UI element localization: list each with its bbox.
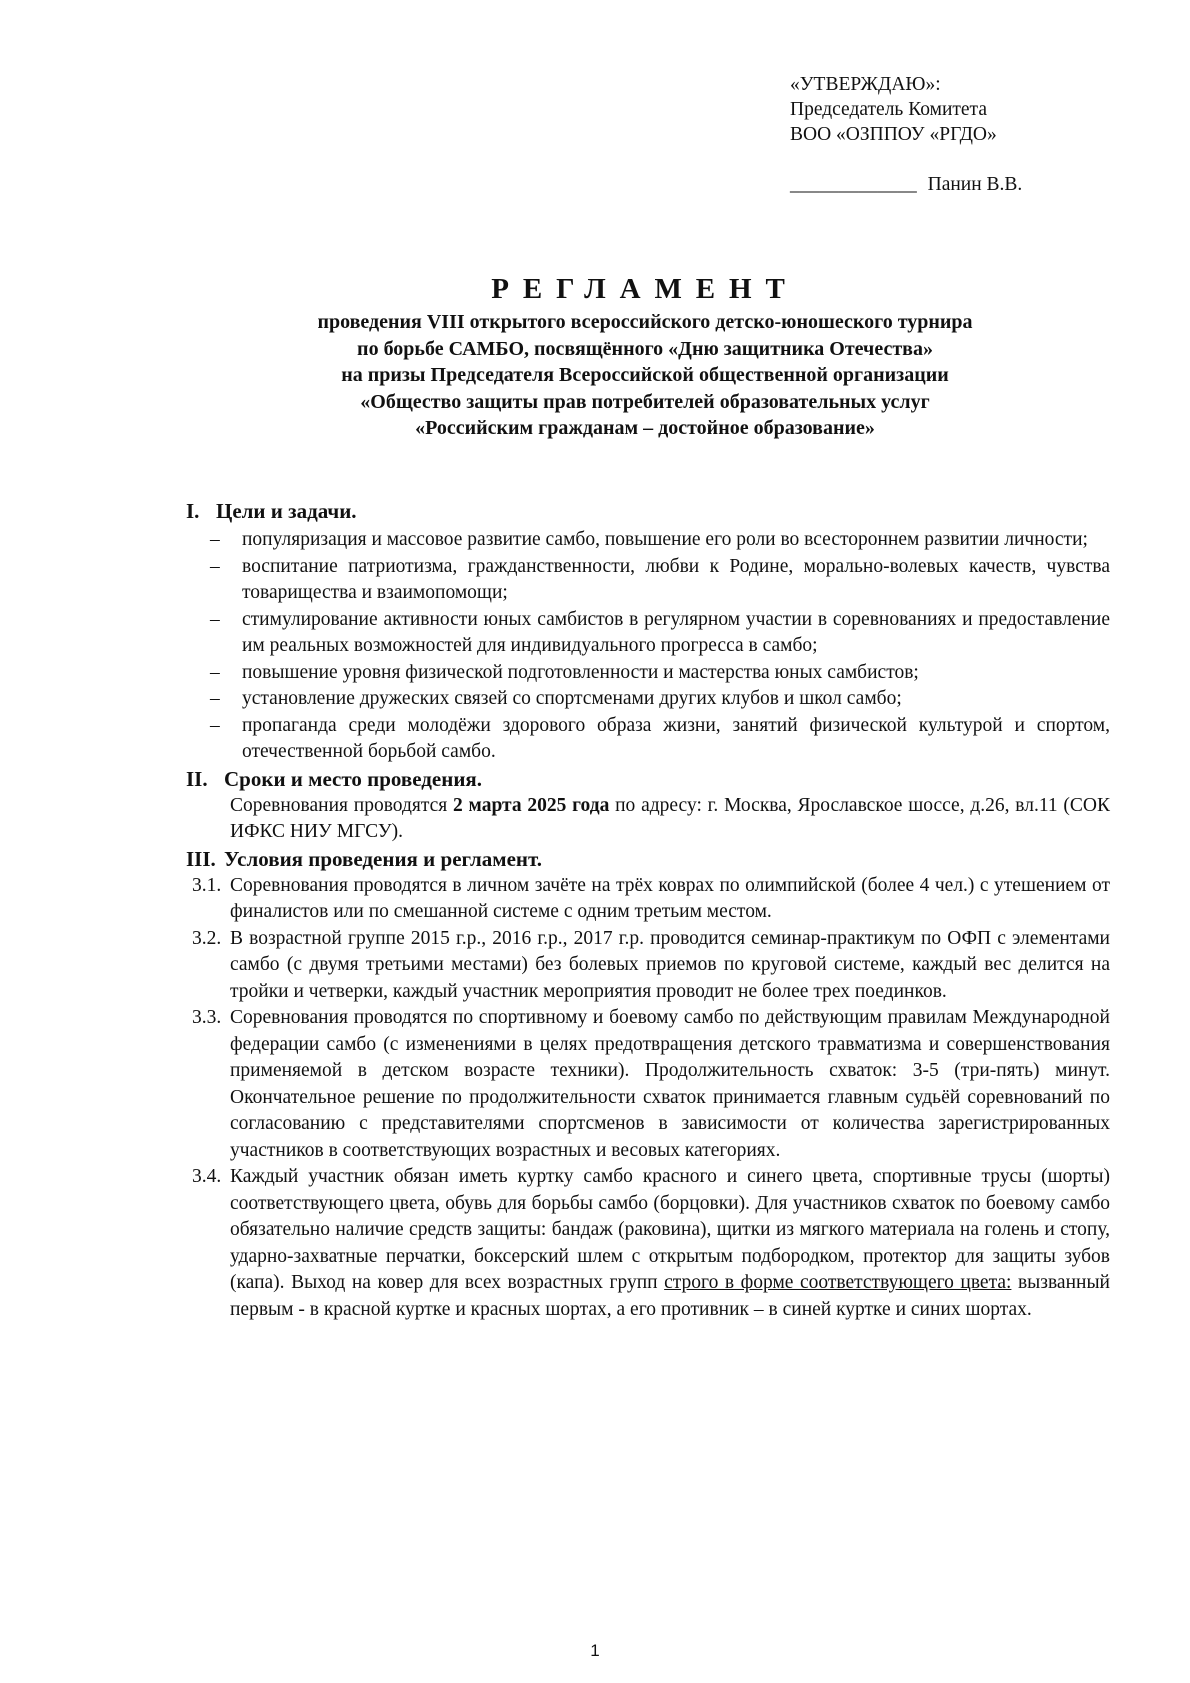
clause-text: Каждый участник обязан иметь куртку самбо красного и синего цвета, спортивные трусы (шорты) соответствующего цвета, обувь для борьбы самбо (борцовки). Для участников схваток по боевому самбо обязательно наличие средств защиты: бандаж (раковина), щитки из мягкого материала на голень и стопу, ударно-захватные перчатки, боксерский шлем с открытым подбородком, протектор для защиты зубов (капа). Выход на ковер для всех возрастных групп xyxy=(230,1166,1110,1293)
subtitle-line: «Общество защиты прав потребителей образовательных услуг xyxy=(360,390,930,413)
dash-mark: – xyxy=(210,661,220,683)
list-item xyxy=(210,607,1110,660)
venue-paragraph xyxy=(186,793,1110,846)
dash-mark: – xyxy=(210,714,220,736)
clause-number: 3.3. xyxy=(192,1007,222,1028)
list-item-text: пропаганда среди молодёжи здорового образа жизни, занятий физической культурой и спортом, отечественной борьбой самбо. xyxy=(242,714,1110,762)
clause-number: 3.4. xyxy=(192,1166,222,1187)
list-item xyxy=(210,686,1110,713)
clause-text: В возрастной группе 2015 г.р., 2016 г.р., 2017 г.р. проводится семинар-практикум по ОФП с элементами самбо (с двумя третьими местами) без болевых приемов по круговой системе, каждый вес делится на тройки и четверки, каждый участник мероприятия проводит не более трех поединков. xyxy=(230,927,1110,1002)
venue-text-before: Соревнования проводятся xyxy=(230,794,454,816)
approval-line-3: ВОО «ОЗППОУ «РГДО» xyxy=(790,124,997,145)
clause-number: 3.2. xyxy=(192,927,222,949)
clause-text: Соревнования проводятся в личном зачёте на трёх коврах по олимпийской (более 4 чел.) с утешением от финалистов или по смешанной системе с одним третьим местом. xyxy=(230,874,1110,922)
clause-text: Соревнования проводятся по спортивному и боевому самбо по действующим правилам Международной федерации самбо (с изменениями в целях предотвращения детского травматизма и совершенствования применяемой в детском возрасте техники). Продолжительность схваток: 3-5 (три-пять) минут. Окончательное решение по продолжительности схваток принимается главным судьёй соревнований по согласованию с представителями спортсменов в зависимости от количества зарегистрированных участников в соответствующих возрастных и весовых категориях. xyxy=(230,1007,1110,1161)
list-item-text: стимулирование активности юных самбистов в регулярном участии в соревнованиях и предоставление им реальных возможностей для индивидуального прогресса в самбо; xyxy=(242,608,1110,656)
signature-row xyxy=(790,172,1022,197)
section-title: Цели и задачи. xyxy=(216,499,357,523)
clause-text-after: вызванный первым - в красной куртке и красных шортах, а его противник – в синей куртке и синих шортах. xyxy=(230,1272,1110,1320)
list-item xyxy=(210,554,1110,607)
document-body xyxy=(186,498,1110,1323)
section-number: III. xyxy=(186,846,216,871)
dash-mark: – xyxy=(210,529,220,550)
document-subtitle xyxy=(180,309,1110,442)
section-title: Сроки и место проведения. xyxy=(224,766,483,791)
approval-block xyxy=(790,72,1022,197)
section-heading-1 xyxy=(186,498,1110,525)
section-heading-3 xyxy=(186,846,1110,873)
signature-line: _____________ xyxy=(790,174,917,195)
subtitle-line: «Российским гражданам – достойное образование» xyxy=(415,417,875,439)
section-heading-2 xyxy=(186,766,1110,793)
list-item xyxy=(210,660,1110,687)
list-item-text: установление дружеских связей со спортсменами других клубов и школ самбо; xyxy=(242,688,902,709)
page-number: 1 xyxy=(590,1641,600,1660)
section-number: II. xyxy=(186,766,208,791)
underlined-text: строго в форме соответствующего цвета: xyxy=(664,1272,1012,1293)
clause-3-1 xyxy=(186,873,1110,926)
list-item xyxy=(210,527,1110,554)
clause-3-2 xyxy=(186,926,1110,1006)
signature-name: Панин В.В. xyxy=(927,174,1023,195)
clause-number: 3.1. xyxy=(192,874,222,896)
approval-line-1: «УТВЕРЖДАЮ»: xyxy=(790,74,941,95)
subtitle-line: по борьбе САМБО, посвящённого «Дню защитника Отечества» xyxy=(357,337,933,360)
document-title: РЕГЛАМЕНТ xyxy=(491,273,799,305)
event-date: 2 марта 2025 года xyxy=(453,794,610,816)
subtitle-line: на призы Председателя Всероссийской общественной организации xyxy=(341,364,949,386)
subtitle-line: проведения VIII открытого всероссийского детско-юношеского турнира xyxy=(317,311,973,333)
list-item-text: повышение уровня физической подготовленности и мастерства юных самбистов; xyxy=(242,661,919,683)
section-number: I. xyxy=(186,499,200,523)
clause-3-4 xyxy=(186,1164,1110,1323)
venue-text-after: по адресу: г. Москва, Ярославское шоссе, д.26, вл.11 (СОК ИФКС НИУ МГСУ). xyxy=(230,794,1110,842)
dash-mark: – xyxy=(210,555,220,577)
list-item-text: воспитание патриотизма, гражданственности, любви к Родине, морально-волевых качеств, чувства товарищества и взаимопомощи; xyxy=(242,555,1110,603)
list-item xyxy=(210,713,1110,766)
list-item-text: популяризация и массовое развитие самбо, повышение его роли во всестороннем развитии личности; xyxy=(242,529,1088,550)
approval-line-2: Председатель Комитета xyxy=(790,99,987,120)
dash-mark: – xyxy=(210,608,220,630)
clause-3-3 xyxy=(186,1005,1110,1164)
dash-mark: – xyxy=(210,688,220,709)
goals-list xyxy=(186,527,1110,766)
section-title: Условия проведения и регламент. xyxy=(224,846,542,871)
